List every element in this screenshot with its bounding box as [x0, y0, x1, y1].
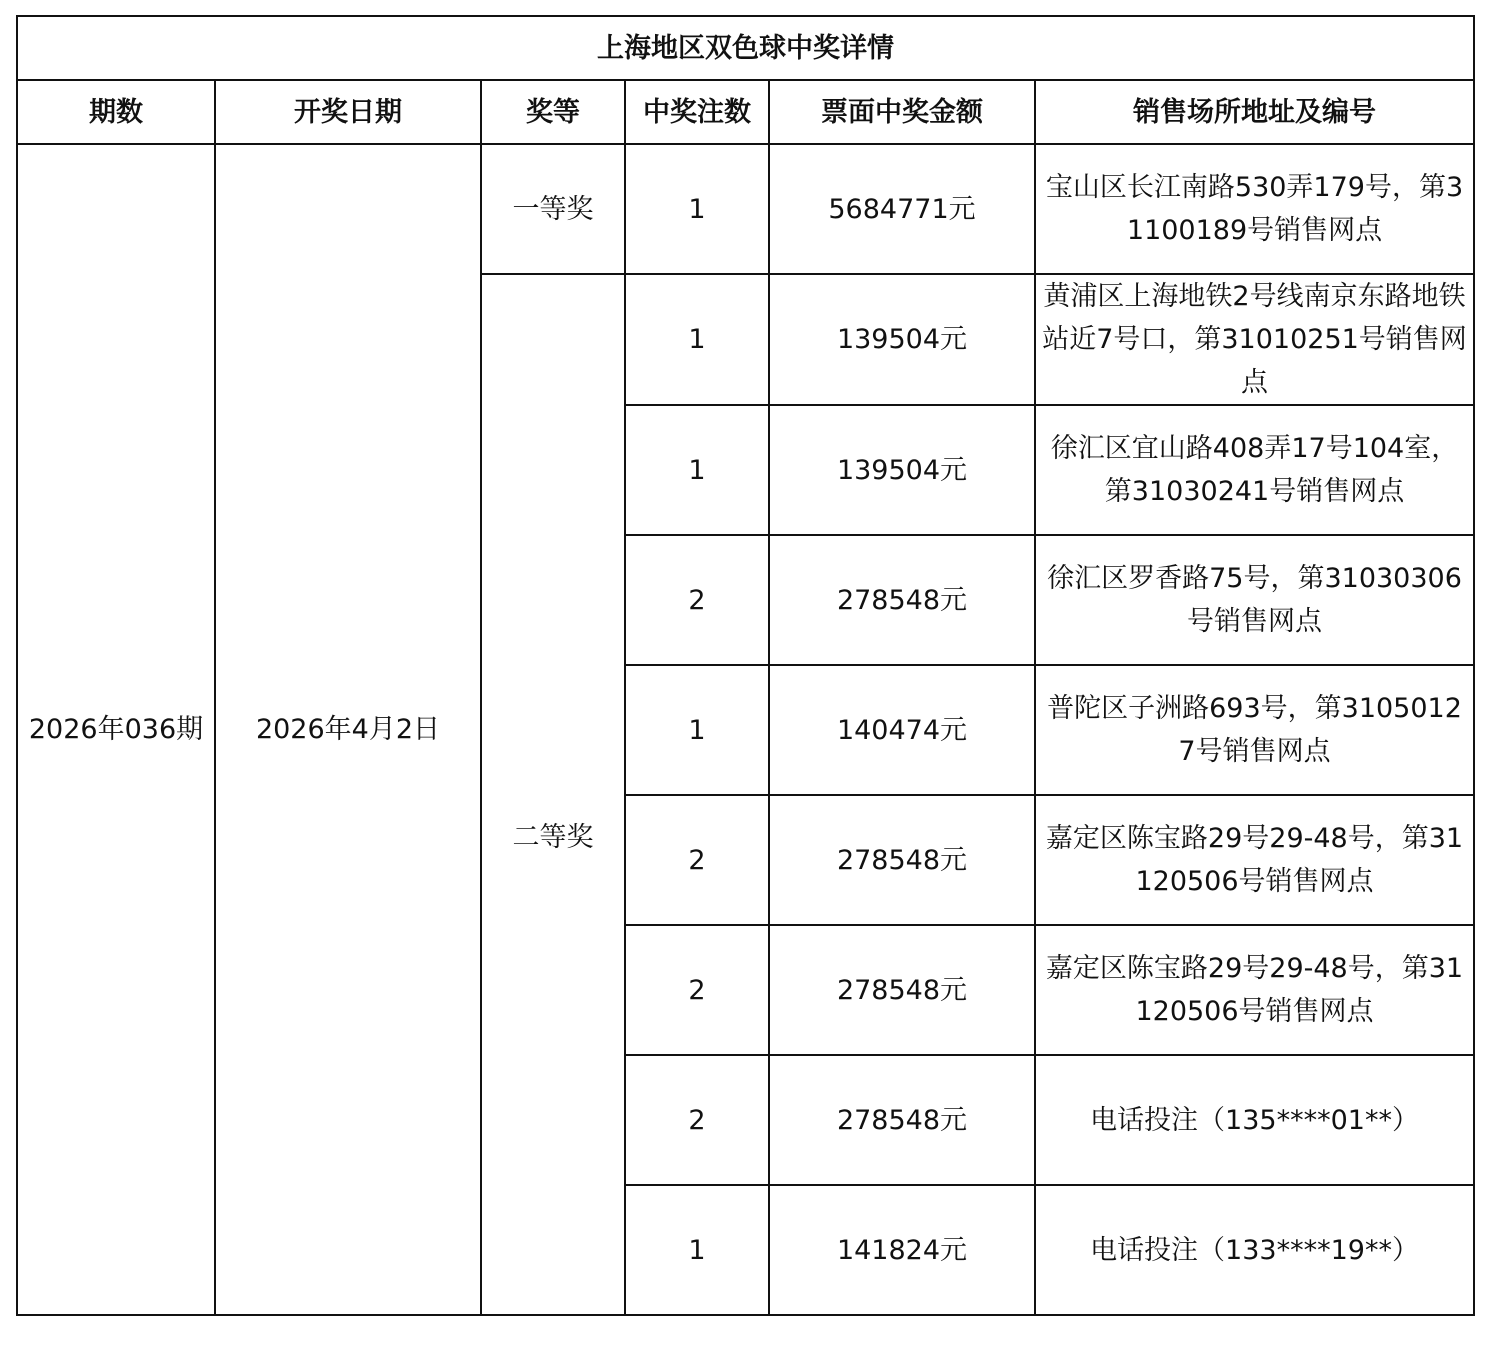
header-winning-bets: 中奖注数 [625, 80, 769, 144]
period-cell: 2026年036期 [17, 144, 215, 1315]
prize-level-first: 一等奖 [481, 144, 625, 274]
table-header-row [17, 80, 1474, 144]
bets-cell: 2 [625, 925, 769, 1055]
prize-level-second: 二等奖 [481, 274, 625, 1315]
amount-cell: 278548元 [769, 1055, 1035, 1185]
bets-cell: 1 [625, 665, 769, 795]
amount-cell: 141824元 [769, 1185, 1035, 1315]
address-cell: 徐汇区宜山路408弄17号104室，第31030241号销售网点 [1035, 405, 1474, 535]
bets-cell: 1 [625, 1185, 769, 1315]
amount-cell: 278548元 [769, 925, 1035, 1055]
bets-cell: 1 [625, 144, 769, 274]
address-cell: 电话投注（133****19**） [1035, 1185, 1474, 1315]
table-title-row [17, 16, 1474, 80]
address-cell: 普陀区子洲路693号，第31050127号销售网点 [1035, 665, 1474, 795]
bets-cell: 1 [625, 405, 769, 535]
address-cell: 宝山区长江南路530弄179号，第31100189号销售网点 [1035, 144, 1474, 274]
amount-cell: 278548元 [769, 535, 1035, 665]
amount-cell: 278548元 [769, 795, 1035, 925]
address-cell: 徐汇区罗香路75号，第31030306号销售网点 [1035, 535, 1474, 665]
bets-cell: 1 [625, 274, 769, 405]
draw-date-cell: 2026年4月2日 [215, 144, 481, 1315]
header-draw-date: 开奖日期 [215, 80, 481, 144]
bets-cell: 2 [625, 795, 769, 925]
bets-cell: 2 [625, 535, 769, 665]
bets-cell: 2 [625, 1055, 769, 1185]
header-prize-level: 奖等 [481, 80, 625, 144]
amount-cell: 139504元 [769, 274, 1035, 405]
table-title: 上海地区双色球中奖详情 [17, 16, 1474, 80]
address-cell: 嘉定区陈宝路29号29-48号，第31120506号销售网点 [1035, 925, 1474, 1055]
header-period: 期数 [17, 80, 215, 144]
table-row [17, 144, 1474, 274]
header-location: 销售场所地址及编号 [1035, 80, 1474, 144]
amount-cell: 139504元 [769, 405, 1035, 535]
amount-cell: 5684771元 [769, 144, 1035, 274]
prize-details-table [16, 15, 1475, 1316]
header-amount: 票面中奖金额 [769, 80, 1035, 144]
address-cell: 嘉定区陈宝路29号29-48号，第31120506号销售网点 [1035, 795, 1474, 925]
amount-cell: 140474元 [769, 665, 1035, 795]
address-cell: 电话投注（135****01**） [1035, 1055, 1474, 1185]
address-cell: 黄浦区上海地铁2号线南京东路地铁站近7号口，第31010251号销售网点 [1035, 274, 1474, 405]
